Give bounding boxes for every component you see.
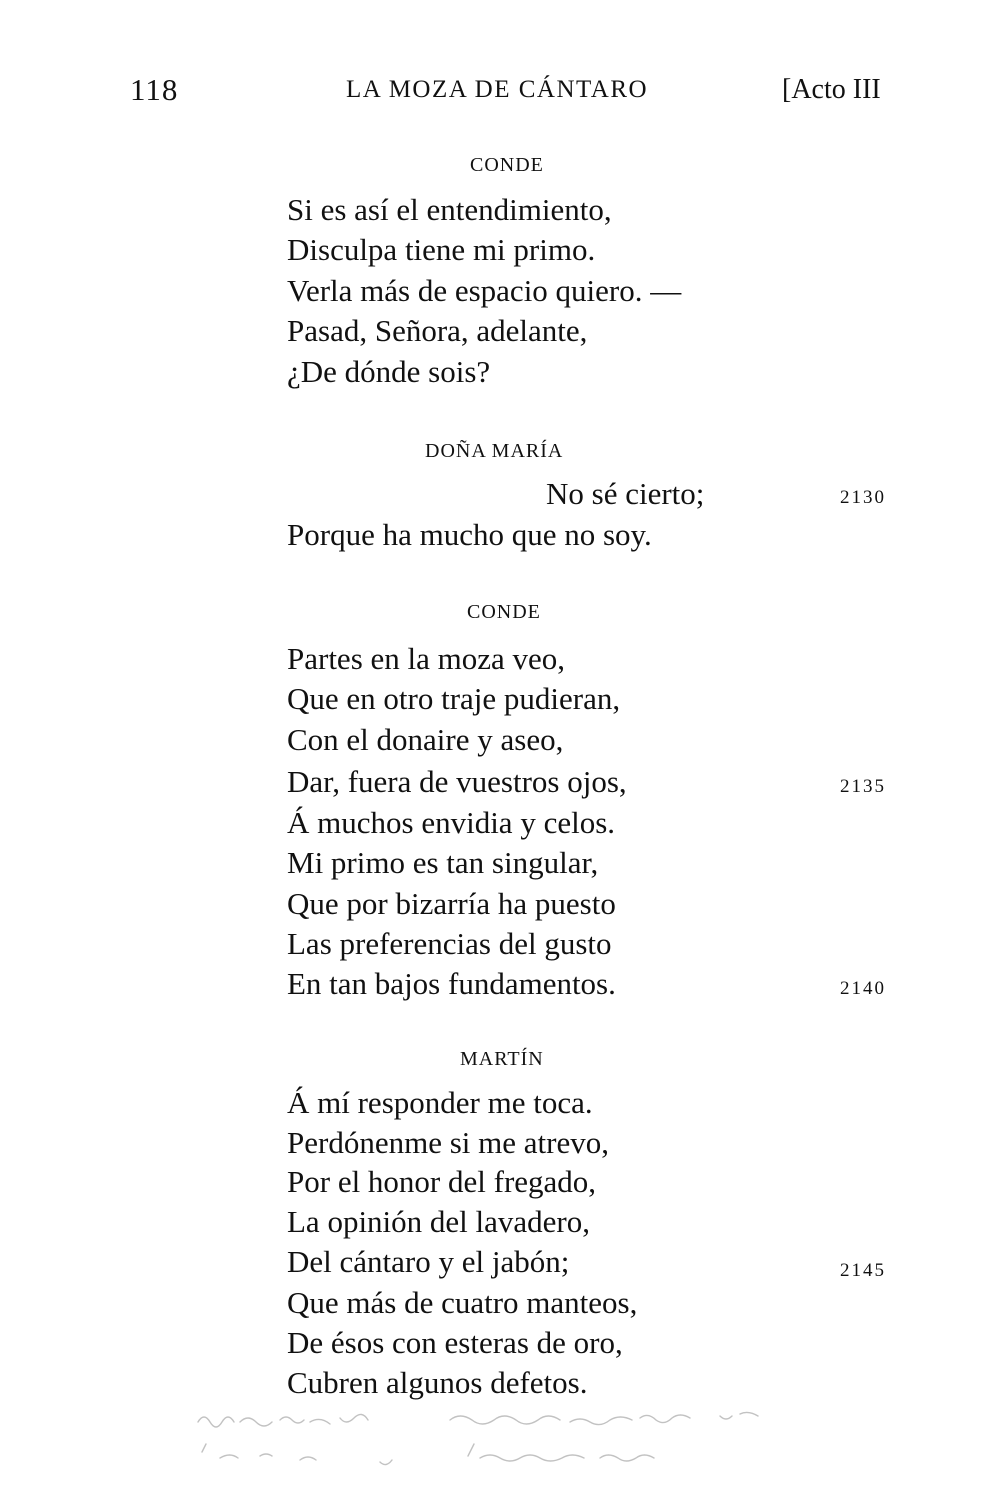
verse-line: Que por bizarría ha puesto	[287, 886, 616, 921]
verse-line: Cubren algunos defetos.	[287, 1365, 588, 1400]
verse-line: La opinión del lavadero,	[287, 1204, 591, 1239]
verse-line: Que en otro traje pudieran,	[287, 681, 621, 716]
line-number: 2130	[840, 487, 886, 508]
speaker-name: CONDE	[467, 601, 541, 623]
verse-line: Á muchos envidia y celos.	[287, 805, 616, 840]
verse-line: Disculpa tiene mi primo.	[287, 232, 596, 267]
verse-line: De ésos con esteras de oro,	[287, 1325, 623, 1360]
verse-line: Del cántaro y el jabón;	[287, 1244, 570, 1279]
verse-line: Por el honor del fregado,	[287, 1164, 597, 1199]
speaker-name: MARTÍN	[460, 1048, 544, 1070]
speaker-name: CONDE	[470, 154, 544, 176]
line-number: 2135	[840, 776, 886, 797]
verse-line: Partes en la moza veo,	[287, 641, 566, 676]
verse-line: En tan bajos fundamentos.	[287, 966, 616, 1001]
verse-line: Que más de cuatro manteos,	[287, 1285, 638, 1320]
page-number: 118	[130, 72, 179, 107]
verse-line: Mi primo es tan singular,	[287, 845, 599, 880]
verse-line: Las preferencias del gusto	[287, 926, 612, 961]
verse-line: Perdónenme si me atrevo,	[287, 1125, 609, 1160]
pencil-marks	[180, 1400, 820, 1480]
page-header	[0, 72, 1000, 112]
verse-line: Porque ha mucho que no soy.	[287, 517, 652, 552]
verse-line: ¿De dónde sois?	[287, 354, 491, 389]
verse-line: Si es así el entendimiento,	[287, 192, 612, 227]
line-number: 2145	[840, 1260, 886, 1281]
line-number: 2140	[840, 978, 886, 999]
act-label: [Acto III	[782, 74, 881, 105]
speaker-name: DOÑA MARÍA	[425, 440, 564, 462]
verse-line: Dar, fuera de vuestros ojos,	[287, 764, 627, 799]
verse-line: Pasad, Señora, adelante,	[287, 313, 588, 348]
verse-line: Á mí responder me toca.	[287, 1085, 593, 1120]
verse-line: Verla más de espacio quiero. —	[287, 273, 682, 308]
running-title: LA MOZA DE CÁNTARO	[346, 76, 649, 103]
verse-line: No sé cierto;	[546, 476, 705, 511]
verse-line: Con el donaire y aseo,	[287, 722, 564, 757]
